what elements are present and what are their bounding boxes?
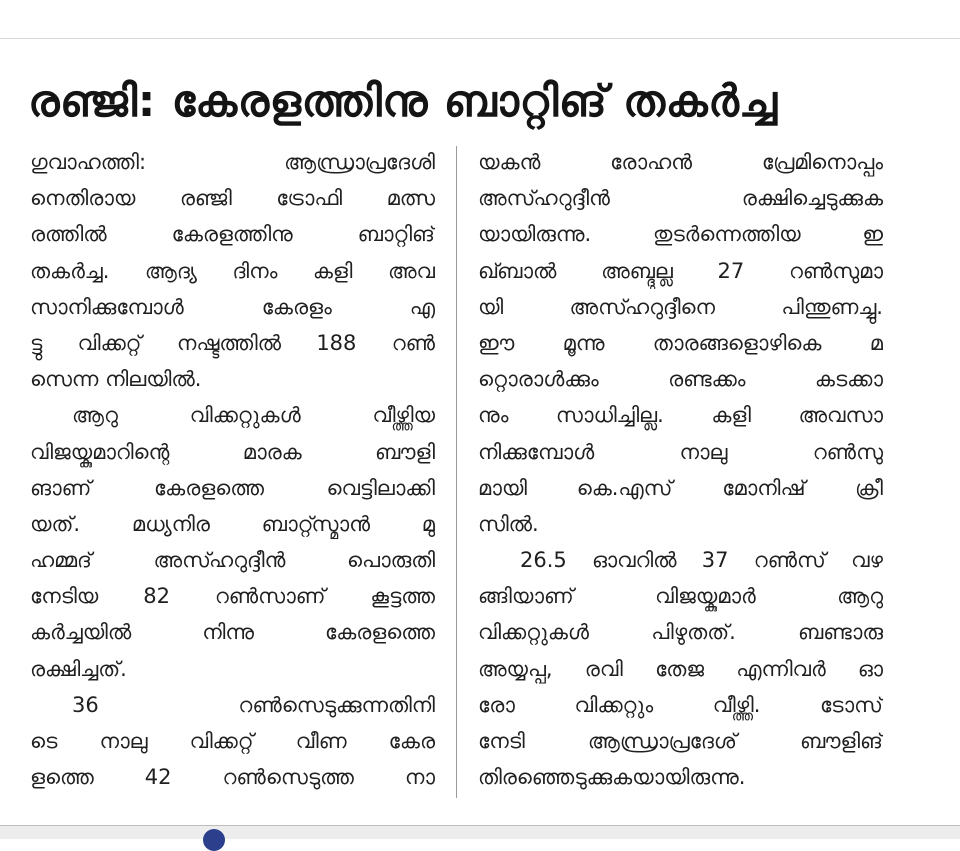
logo-fragment-icon [203, 829, 225, 851]
body-line: സിൽ. [478, 511, 539, 536]
paragraph-start-line: 36 റൺസെടുക്കുന്നതിനി [72, 692, 435, 717]
body-line: റ്റൊരാൾക്കും രണ്ടക്കം കടക്കാ [478, 367, 883, 392]
body-line: നും സാധിച്ചില്ല. കളി അവസാ [478, 403, 883, 428]
left-column [30, 144, 435, 795]
body-line: നെതിരായ രഞ്ജി ട്രോഫി മത്സ [30, 186, 435, 211]
paragraph-start-line: 26.5 ഓവറിൽ 37 റൺസ് വഴ [520, 548, 883, 573]
body-line: യത്. മധ്യനിര ബാറ്റ്സ്മാൻ മു [30, 511, 435, 536]
body-line: കർച്ചയിൽ നിന്നു കേരളത്തെ [30, 620, 435, 645]
body-line: യായിരുന്നു. തുടർന്നെത്തിയ ഇ [478, 222, 883, 247]
body-line: രക്ഷിച്ചത്. [30, 656, 127, 681]
body-line: അസ്ഹറുദ്ദീൻ രക്ഷിച്ചെടുക്കുക [478, 186, 883, 211]
body-line: ഈ മൂന്നു താരങ്ങളൊഴികെ മ [478, 330, 883, 355]
body-line: വിജയ്കുമാറിന്റെ മാരക ബൗളി [30, 439, 435, 464]
body-line: ളത്തെ 42 റൺസെടുത്ത നാ [30, 765, 435, 790]
column-divider [456, 146, 457, 798]
body-line: യി അസ്ഹറുദ്ദീനെ പിന്തുണച്ചു. [478, 294, 883, 319]
body-line: ടെ നാലു വിക്കറ്റ് വീണ കേര [30, 729, 435, 753]
body-line: യകൻ രോഹൻ പ്രേമിനൊപ്പം [478, 150, 883, 174]
body-line: നേടിയ 82 റൺസാണ് കൂട്ടത്ത [30, 584, 435, 609]
body-line: സെന്ന നിലയിൽ. [30, 367, 202, 392]
body-line: ഗുവാഹത്തി: ആന്ധ്രാപ്രദേശി [30, 150, 435, 174]
body-line: സാനിക്കുമ്പോൾ കേരളം എ [30, 294, 435, 319]
body-line: അയ്യപ്പ, രവി തേജ എന്നിവർ ഓ [478, 656, 883, 681]
body-line: രത്തിൽ കേരളത്തിനു ബാറ്റിങ് [30, 222, 435, 247]
body-line: ഖ്ബാൽ അബ്ദുല്ല 27 റൺസുമാ [478, 258, 883, 283]
body-line: ങാണ് കേരളത്തെ വെട്ടിലാക്കി [30, 475, 435, 500]
body-line: തകർച്ച. ആദ്യ ദിനം കളി അവ [30, 258, 435, 283]
body-line: ങ്ങിയാണ് വിജയ്കുമാർ ആറു [478, 584, 883, 609]
body-line: മായി കെ.എസ് മോനിഷ് ക്രീ [478, 475, 883, 500]
body-line: നിക്കുമ്പോൾ നാലു റൺസു [478, 439, 883, 464]
top-rule [0, 38, 960, 39]
body-line: തിരഞ്ഞെടുക്കുകയായിരുന്നു. [478, 765, 746, 790]
bottom-strip [0, 826, 960, 839]
body-line: ട്ടു വിക്കറ്റ് നഷ്ടത്തിൽ 188 റൺ [30, 330, 435, 355]
body-line: രോ വിക്കറ്റും വീഴ്ത്തി. ടോസ് [478, 692, 883, 717]
right-column [478, 144, 883, 795]
paragraph-start-line: ആറു വിക്കറ്റുകൾ വീഴ്ത്തിയ [72, 403, 435, 428]
body-line: ഹമ്മദ് അസ്ഹറുദ്ദീൻ പൊരുതി [30, 548, 435, 573]
body-line: വിക്കറ്റുകൾ പിഴുതത്. ബണ്ടാരു [478, 620, 883, 645]
headline: രഞ്ജി: കേരളത്തിനു ബാറ്റിങ് തകർച്ച [28, 76, 778, 127]
body-line: നേടി ആന്ധ്രാപ്രദേശ് ബൗളിങ് [478, 729, 883, 753]
